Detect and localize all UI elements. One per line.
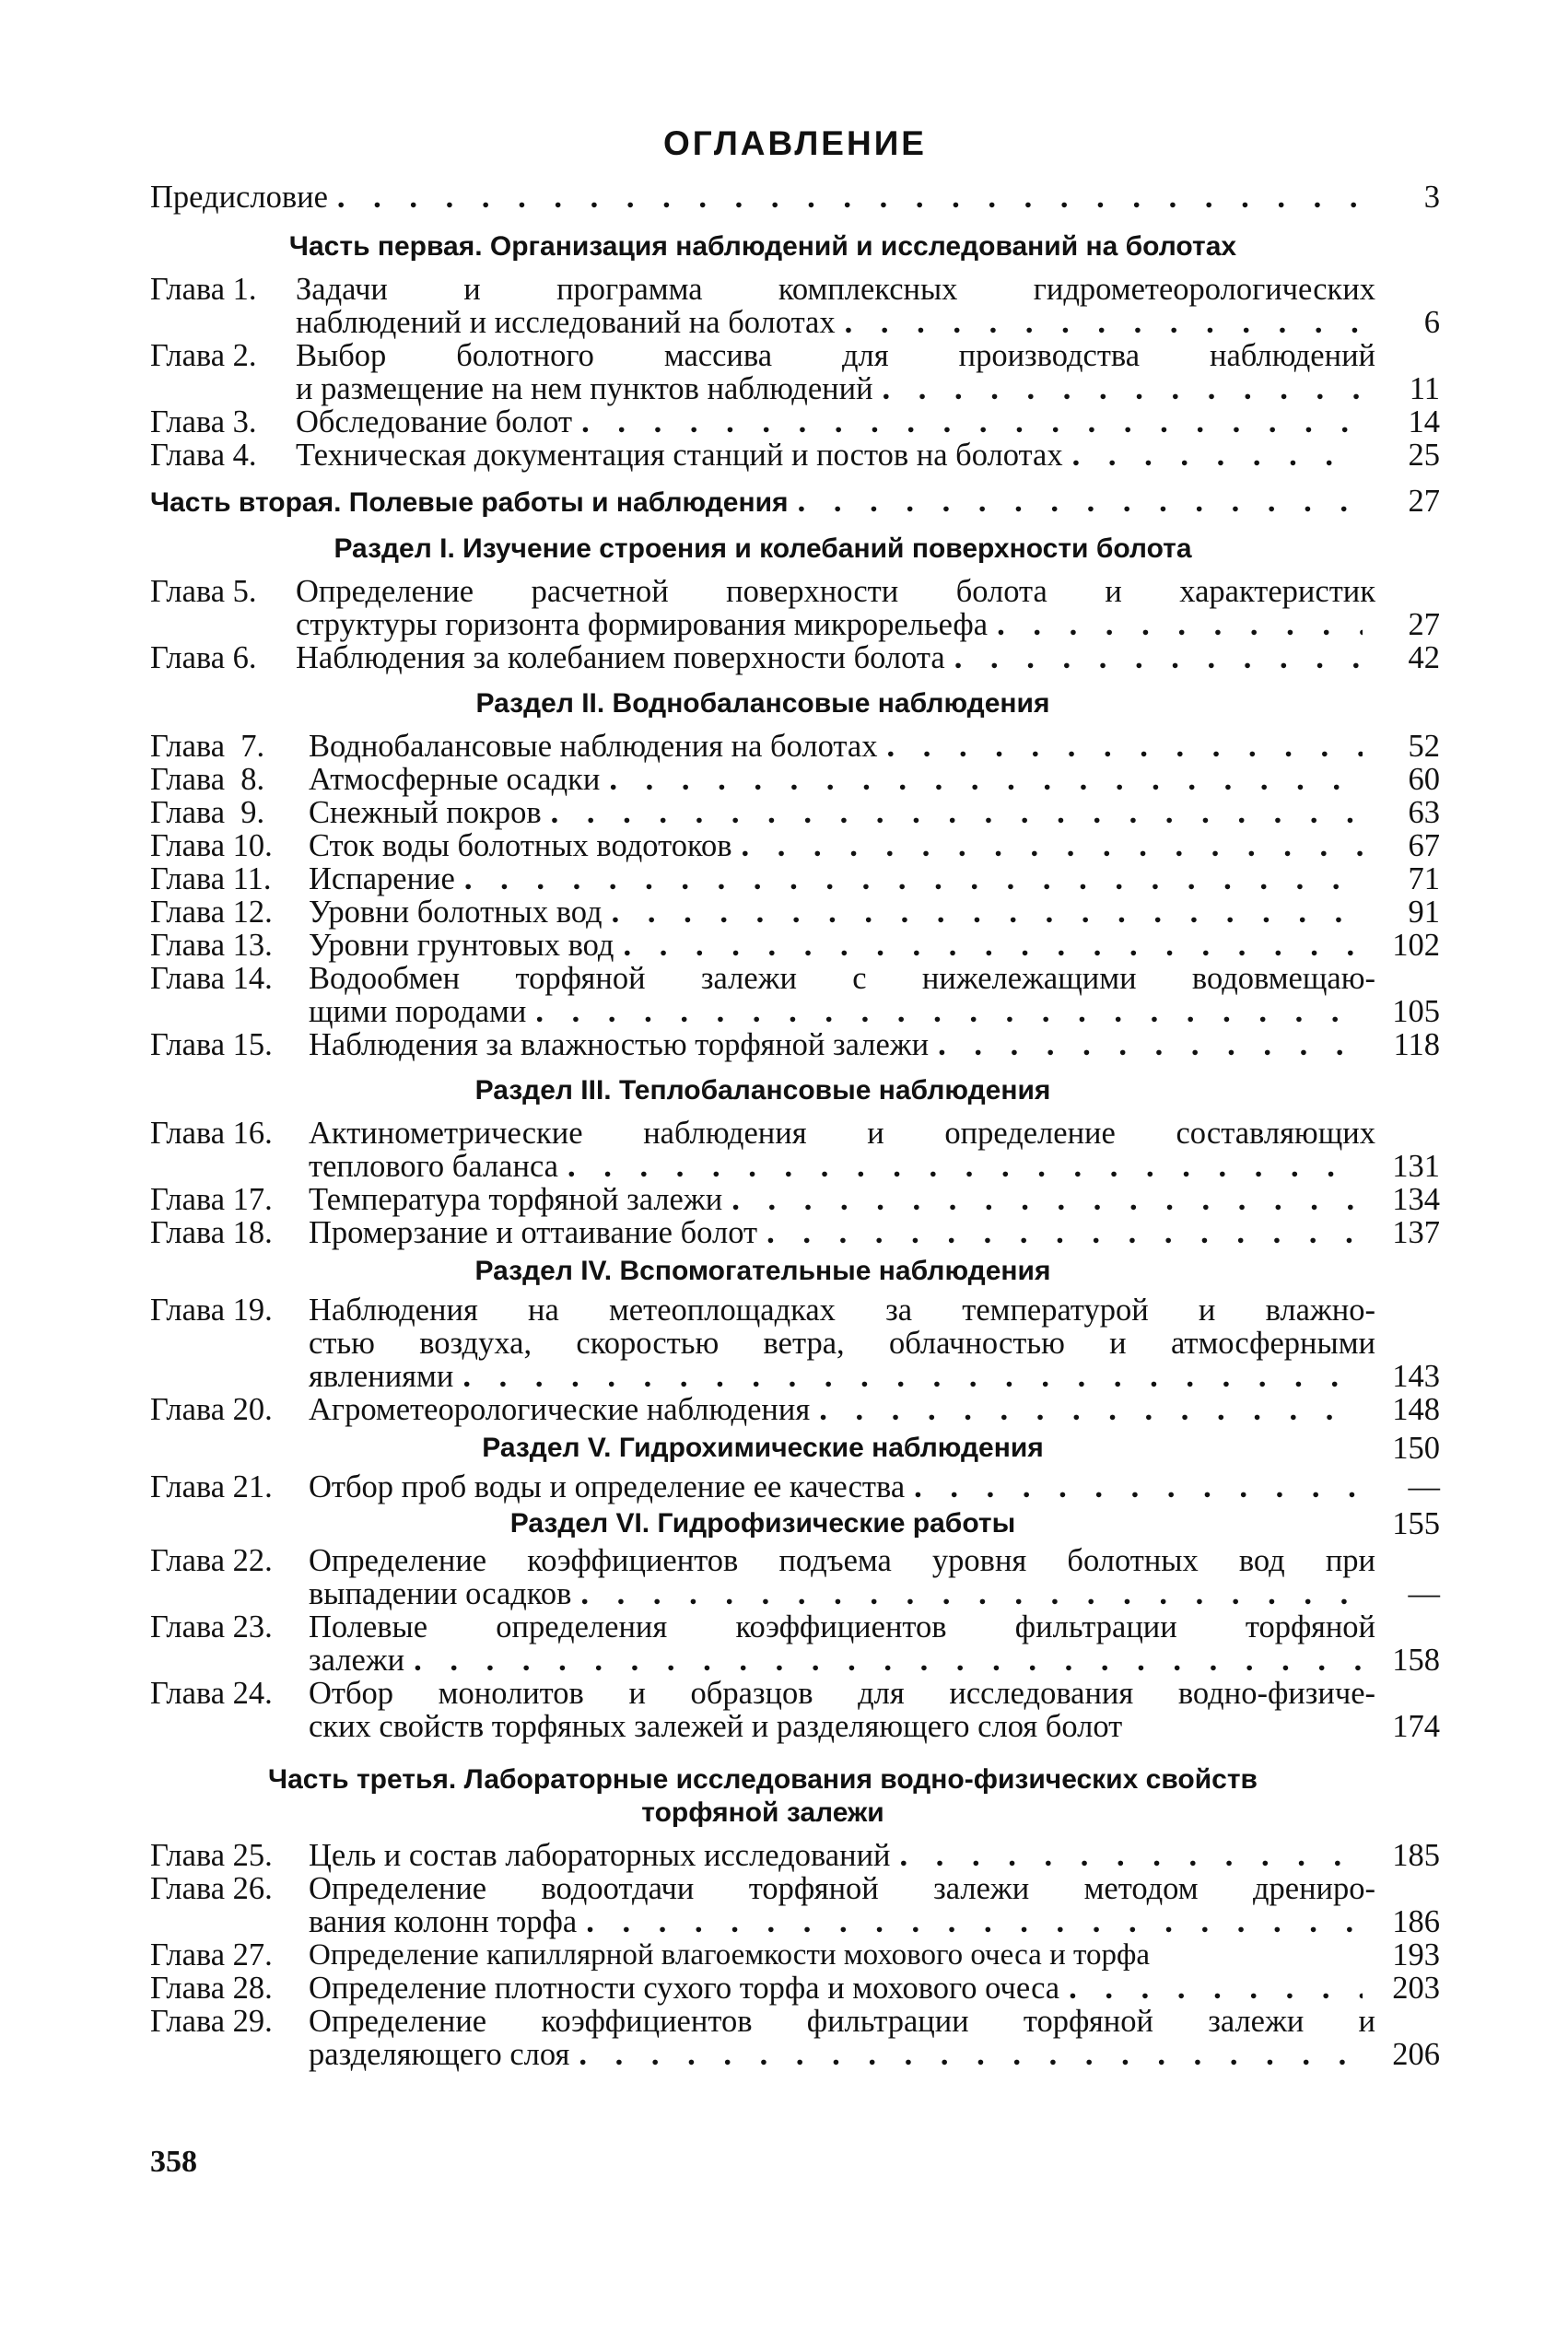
entry-text-last: Определение плотности сухого торфа и мохового очеса — [309, 1971, 1060, 2006]
entry-text-last: Агрометеорологические наблюдения — [309, 1392, 811, 1427]
entry-text-line: Задачи и программа комплексных гидрометеорологических — [296, 272, 1375, 307]
entry-text-last: Техническая документация станций и постов на болотах — [296, 438, 1063, 473]
chapter-prefix: Глава 20. — [150, 1392, 273, 1427]
entry-text-last: ских свойств торфяных залежей и разделяющего слоя болот — [309, 1709, 1123, 1744]
toc-entry-chapter-22 — [150, 1544, 1440, 1610]
dot-leader — [535, 995, 1363, 1028]
chapter-prefix: Глава 7. — [150, 729, 265, 764]
toc-entry-chapter-27 — [150, 1938, 1440, 1972]
entry-text-last: вания колонн торфа — [309, 1904, 578, 1939]
page-number: 11 — [1409, 371, 1440, 406]
chapter-prefix: Глава 4. — [150, 438, 257, 473]
toc-entry-chapter-2 — [150, 339, 1440, 405]
entry-text-line: Определение водоотдачи торфяной залежи методом дрениро- — [309, 1871, 1375, 1906]
toc-entry-chapter-8 — [150, 763, 1440, 796]
entry-text-last: наблюдений и исследований на болотах — [296, 305, 836, 340]
toc-entry-preface — [150, 181, 1440, 214]
entry-label: Предисловие — [150, 180, 328, 215]
toc-entry-chapter-11 — [150, 862, 1440, 895]
toc-entry-chapter-26 — [150, 1872, 1440, 1938]
page-number: 63 — [1408, 795, 1440, 830]
page-number: 137 — [1392, 1215, 1440, 1250]
page-number: 27 — [1408, 484, 1440, 519]
toc-entry-chapter-24 — [150, 1677, 1440, 1743]
chapter-prefix: Глава 17. — [150, 1182, 273, 1217]
chapter-prefix: Глава 24. — [150, 1676, 273, 1711]
dot-leader — [914, 1470, 1363, 1504]
toc-entry-chapter-5 — [150, 575, 1440, 641]
toc-entry-chapter-9 — [150, 796, 1440, 829]
dot-leader — [462, 1360, 1363, 1393]
toc-entry-chapter-12 — [150, 895, 1440, 929]
dot-leader — [609, 763, 1363, 796]
dot-leader — [581, 405, 1363, 439]
entry-text-line: стью воздуха, скоростью ветра, облачностью и атмосферными — [309, 1326, 1375, 1361]
page-number: 193 — [1392, 1937, 1440, 1972]
part-heading — [150, 1763, 1440, 1830]
page-number: 131 — [1392, 1149, 1440, 1184]
page-number: 158 — [1392, 1643, 1440, 1678]
page-number: 42 — [1408, 640, 1440, 675]
dot-leader — [612, 895, 1363, 929]
chapter-prefix: Глава 21. — [150, 1469, 273, 1504]
page-number: 185 — [1392, 1838, 1440, 1873]
page-number: 52 — [1408, 729, 1440, 764]
page-number: 150 — [1392, 1431, 1440, 1466]
entry-text-line: Выбор болотного массива для производства наблюдений — [296, 338, 1375, 373]
entry-text-last: Определение капиллярной влагоемкости мохового очеса и торфа — [309, 1938, 1150, 1972]
dot-leader — [900, 1839, 1363, 1872]
entry-text-last: Атмосферные осадки — [309, 762, 601, 797]
section-heading-with-page — [150, 1507, 1440, 1540]
page-number: 203 — [1392, 1971, 1440, 2006]
chapter-prefix: Глава 19. — [150, 1293, 273, 1328]
page-number: 71 — [1408, 861, 1440, 896]
entry-text-line: Определение коэффициентов подъема уровня болотных вод при — [309, 1543, 1375, 1578]
table-of-contents — [150, 123, 1440, 2071]
dot-leader — [579, 2038, 1363, 2071]
dot-leader — [337, 181, 1363, 214]
toc-entry-chapter-28 — [150, 1972, 1440, 2005]
chapter-prefix: Глава 15. — [150, 1027, 273, 1062]
toc-entry-chapter-10 — [150, 829, 1440, 862]
chapter-prefix: Глава 29. — [150, 2004, 273, 2039]
toc-entry-chapter-6 — [150, 641, 1440, 674]
entry-text-last: и размещение на нем пунктов наблюдений — [296, 371, 873, 406]
toc-entry-chapter-15 — [150, 1028, 1440, 1061]
dot-leader — [464, 862, 1363, 895]
dot-leader — [954, 641, 1363, 674]
entry-text-last: Температура торфяной залежи — [309, 1182, 723, 1217]
dot-leader — [1069, 1972, 1363, 2005]
chapter-prefix: Глава 28. — [150, 1971, 273, 2006]
entry-text-last: выпадении осадков — [309, 1576, 572, 1611]
page-number: 134 — [1392, 1182, 1440, 1217]
entry-text-last: Промерзание и оттаивание болот — [309, 1215, 758, 1250]
toc-entry-chapter-23 — [150, 1610, 1440, 1677]
chapter-prefix: Глава 14. — [150, 961, 273, 996]
chapter-prefix: Глава 9. — [150, 795, 265, 830]
page-number: 27 — [1408, 607, 1440, 642]
page-number: — — [1408, 1469, 1440, 1504]
dot-leader — [938, 1028, 1363, 1061]
toc-entry-chapter-29 — [150, 2005, 1440, 2071]
entry-text-last: Уровни грунтовых вод — [309, 928, 614, 963]
part-heading-with-page — [150, 485, 1440, 520]
page-number: 91 — [1408, 895, 1440, 930]
section-heading: Раздел VI. Гидрофизические работы — [509, 1508, 1016, 1539]
entry-text-last: Снежный покров — [309, 795, 542, 830]
entry-text-last: Воднобалансовые наблюдения на болотах — [309, 729, 878, 764]
chapter-prefix: Глава 11. — [150, 861, 272, 896]
entry-text-last: Цель и состав лабораторных исследований — [309, 1838, 891, 1873]
chapter-prefix: Глава 23. — [150, 1609, 273, 1644]
toc-entry-chapter-16 — [150, 1117, 1440, 1183]
chapter-prefix: Глава 1. — [150, 272, 257, 307]
entry-text-line: Актинометрические наблюдения и определение составляющих — [309, 1116, 1375, 1151]
dot-leader — [886, 730, 1363, 763]
chapter-prefix: Глава 25. — [150, 1838, 273, 1873]
entry-text-last: Испарение — [309, 861, 455, 896]
part-heading: Часть вторая. Полевые работы и наблюдения — [150, 487, 789, 518]
toc-entry-chapter-17 — [150, 1183, 1440, 1216]
section-heading: Раздел V. Гидрохимические наблюдения — [482, 1433, 1044, 1463]
part-heading-line: Часть третья. Лабораторные исследования водно-физических свойств — [268, 1764, 1258, 1795]
section-heading: Раздел III. Теплобалансовые наблюдения — [474, 1075, 1051, 1106]
chapter-prefix: Глава 18. — [150, 1215, 273, 1250]
dot-leader — [819, 1393, 1363, 1426]
chapter-prefix: Глава 26. — [150, 1871, 273, 1906]
dot-leader — [414, 1644, 1363, 1677]
chapter-prefix: Глава 16. — [150, 1116, 273, 1151]
entry-text-last: щими породами — [309, 994, 527, 1029]
toc-entry-chapter-20 — [150, 1393, 1440, 1426]
entry-text-line: Водообмен торфяной залежи с нижележащими водовмещаю- — [309, 961, 1375, 996]
entry-text-last: Обследование болот — [296, 404, 573, 439]
dot-leader — [586, 1905, 1363, 1938]
page-number: 118 — [1393, 1027, 1440, 1062]
page-number: 67 — [1408, 828, 1440, 863]
toc-entry-chapter-3 — [150, 405, 1440, 439]
section-heading: Раздел IV. Вспомогательные наблюдения — [474, 1256, 1051, 1286]
dot-leader — [766, 1216, 1363, 1249]
page-footer-number: 358 — [150, 2145, 197, 2179]
page-number: 3 — [1423, 180, 1440, 215]
dot-leader — [568, 1150, 1363, 1183]
dot-leader — [1072, 439, 1363, 472]
entry-text-last: Наблюдения за влажностью торфяной залежи — [309, 1027, 930, 1062]
page-number: 6 — [1423, 305, 1440, 340]
dot-leader — [845, 306, 1363, 339]
chapter-prefix: Глава 5. — [150, 574, 257, 609]
chapter-prefix: Глава 10. — [150, 828, 273, 863]
page-number: 102 — [1392, 928, 1440, 963]
dot-leader — [623, 929, 1363, 962]
toc-entry-chapter-14 — [150, 962, 1440, 1028]
entry-text-last: структуры горизонта формирования микрорельефа — [296, 607, 989, 642]
toc-entry-chapter-21 — [150, 1470, 1440, 1504]
toc-entry-chapter-19 — [150, 1293, 1440, 1393]
entry-text-last: залежи — [309, 1643, 405, 1678]
page-number: 174 — [1392, 1709, 1440, 1744]
part-heading: Часть первая. Организация наблюдений и исследований на болотах — [288, 231, 1237, 262]
entry-text-line: Наблюдения на метеоплощадках за температурой и влажно- — [309, 1293, 1375, 1328]
page-number: 60 — [1408, 762, 1440, 797]
part-heading-line: торфяной залежи — [641, 1797, 884, 1828]
dot-leader — [798, 485, 1363, 518]
chapter-prefix: Глава 27. — [150, 1937, 273, 1972]
page-number: — — [1408, 1576, 1440, 1611]
entry-text-line: Определение расчетной поверхности болота и характеристик — [296, 574, 1375, 609]
toc-entry-chapter-7 — [150, 730, 1440, 763]
toc-entry-chapter-4 — [150, 439, 1440, 472]
page-number: 186 — [1392, 1904, 1440, 1939]
dot-leader — [883, 372, 1363, 405]
dot-leader — [551, 796, 1363, 829]
chapter-prefix: Глава 2. — [150, 338, 257, 373]
chapter-prefix: Глава 8. — [150, 762, 265, 797]
toc-title: ОГЛАВЛЕНИЕ — [663, 124, 927, 162]
chapter-prefix: Глава 22. — [150, 1543, 273, 1578]
entry-text-line: Полевые определения коэффициентов фильтрации торфяной — [309, 1609, 1375, 1644]
entry-text-last: разделяющего слоя — [309, 2037, 570, 2072]
toc-entry-chapter-13 — [150, 929, 1440, 962]
entry-text-last: Сток воды болотных водотоков — [309, 828, 732, 863]
dot-leader — [742, 829, 1363, 862]
page-number: 14 — [1408, 404, 1440, 439]
entry-text-last: Уровни болотных вод — [309, 895, 603, 930]
toc-entry-chapter-1 — [150, 273, 1440, 339]
page-number: 155 — [1392, 1506, 1440, 1541]
dot-leader — [997, 608, 1363, 641]
entry-text-line: Отбор монолитов и образцов для исследования водно-физиче- — [309, 1676, 1375, 1711]
toc-entry-chapter-18 — [150, 1216, 1440, 1249]
entry-text-last: теплового баланса — [309, 1149, 558, 1184]
toc-entry-chapter-25 — [150, 1839, 1440, 1872]
entry-text-line: Определение коэффициентов фильтрации торфяной залежи и — [309, 2004, 1375, 2039]
chapter-prefix: Глава 3. — [150, 404, 257, 439]
page-number: 25 — [1408, 438, 1440, 473]
section-heading-with-page — [150, 1432, 1440, 1465]
page-number: 143 — [1392, 1359, 1440, 1394]
chapter-prefix: Глава 13. — [150, 928, 273, 963]
dot-leader — [731, 1183, 1363, 1216]
section-heading: Раздел II. Воднобалансовые наблюдения — [475, 688, 1050, 719]
entry-text-last: Отбор проб воды и определение ее качества — [309, 1469, 906, 1504]
chapter-prefix: Глава 6. — [150, 640, 257, 675]
page-number: 206 — [1392, 2037, 1440, 2072]
chapter-prefix: Глава 12. — [150, 895, 273, 930]
section-heading: Раздел I. Изучение строения и колебаний поверхности болота — [333, 533, 1192, 564]
entry-text-last: явлениями — [309, 1359, 454, 1394]
page-number: 105 — [1392, 994, 1440, 1029]
dot-leader — [580, 1577, 1363, 1610]
entry-text-last: Наблюдения за колебанием поверхности болота — [296, 640, 945, 675]
page-number: 148 — [1392, 1392, 1440, 1427]
